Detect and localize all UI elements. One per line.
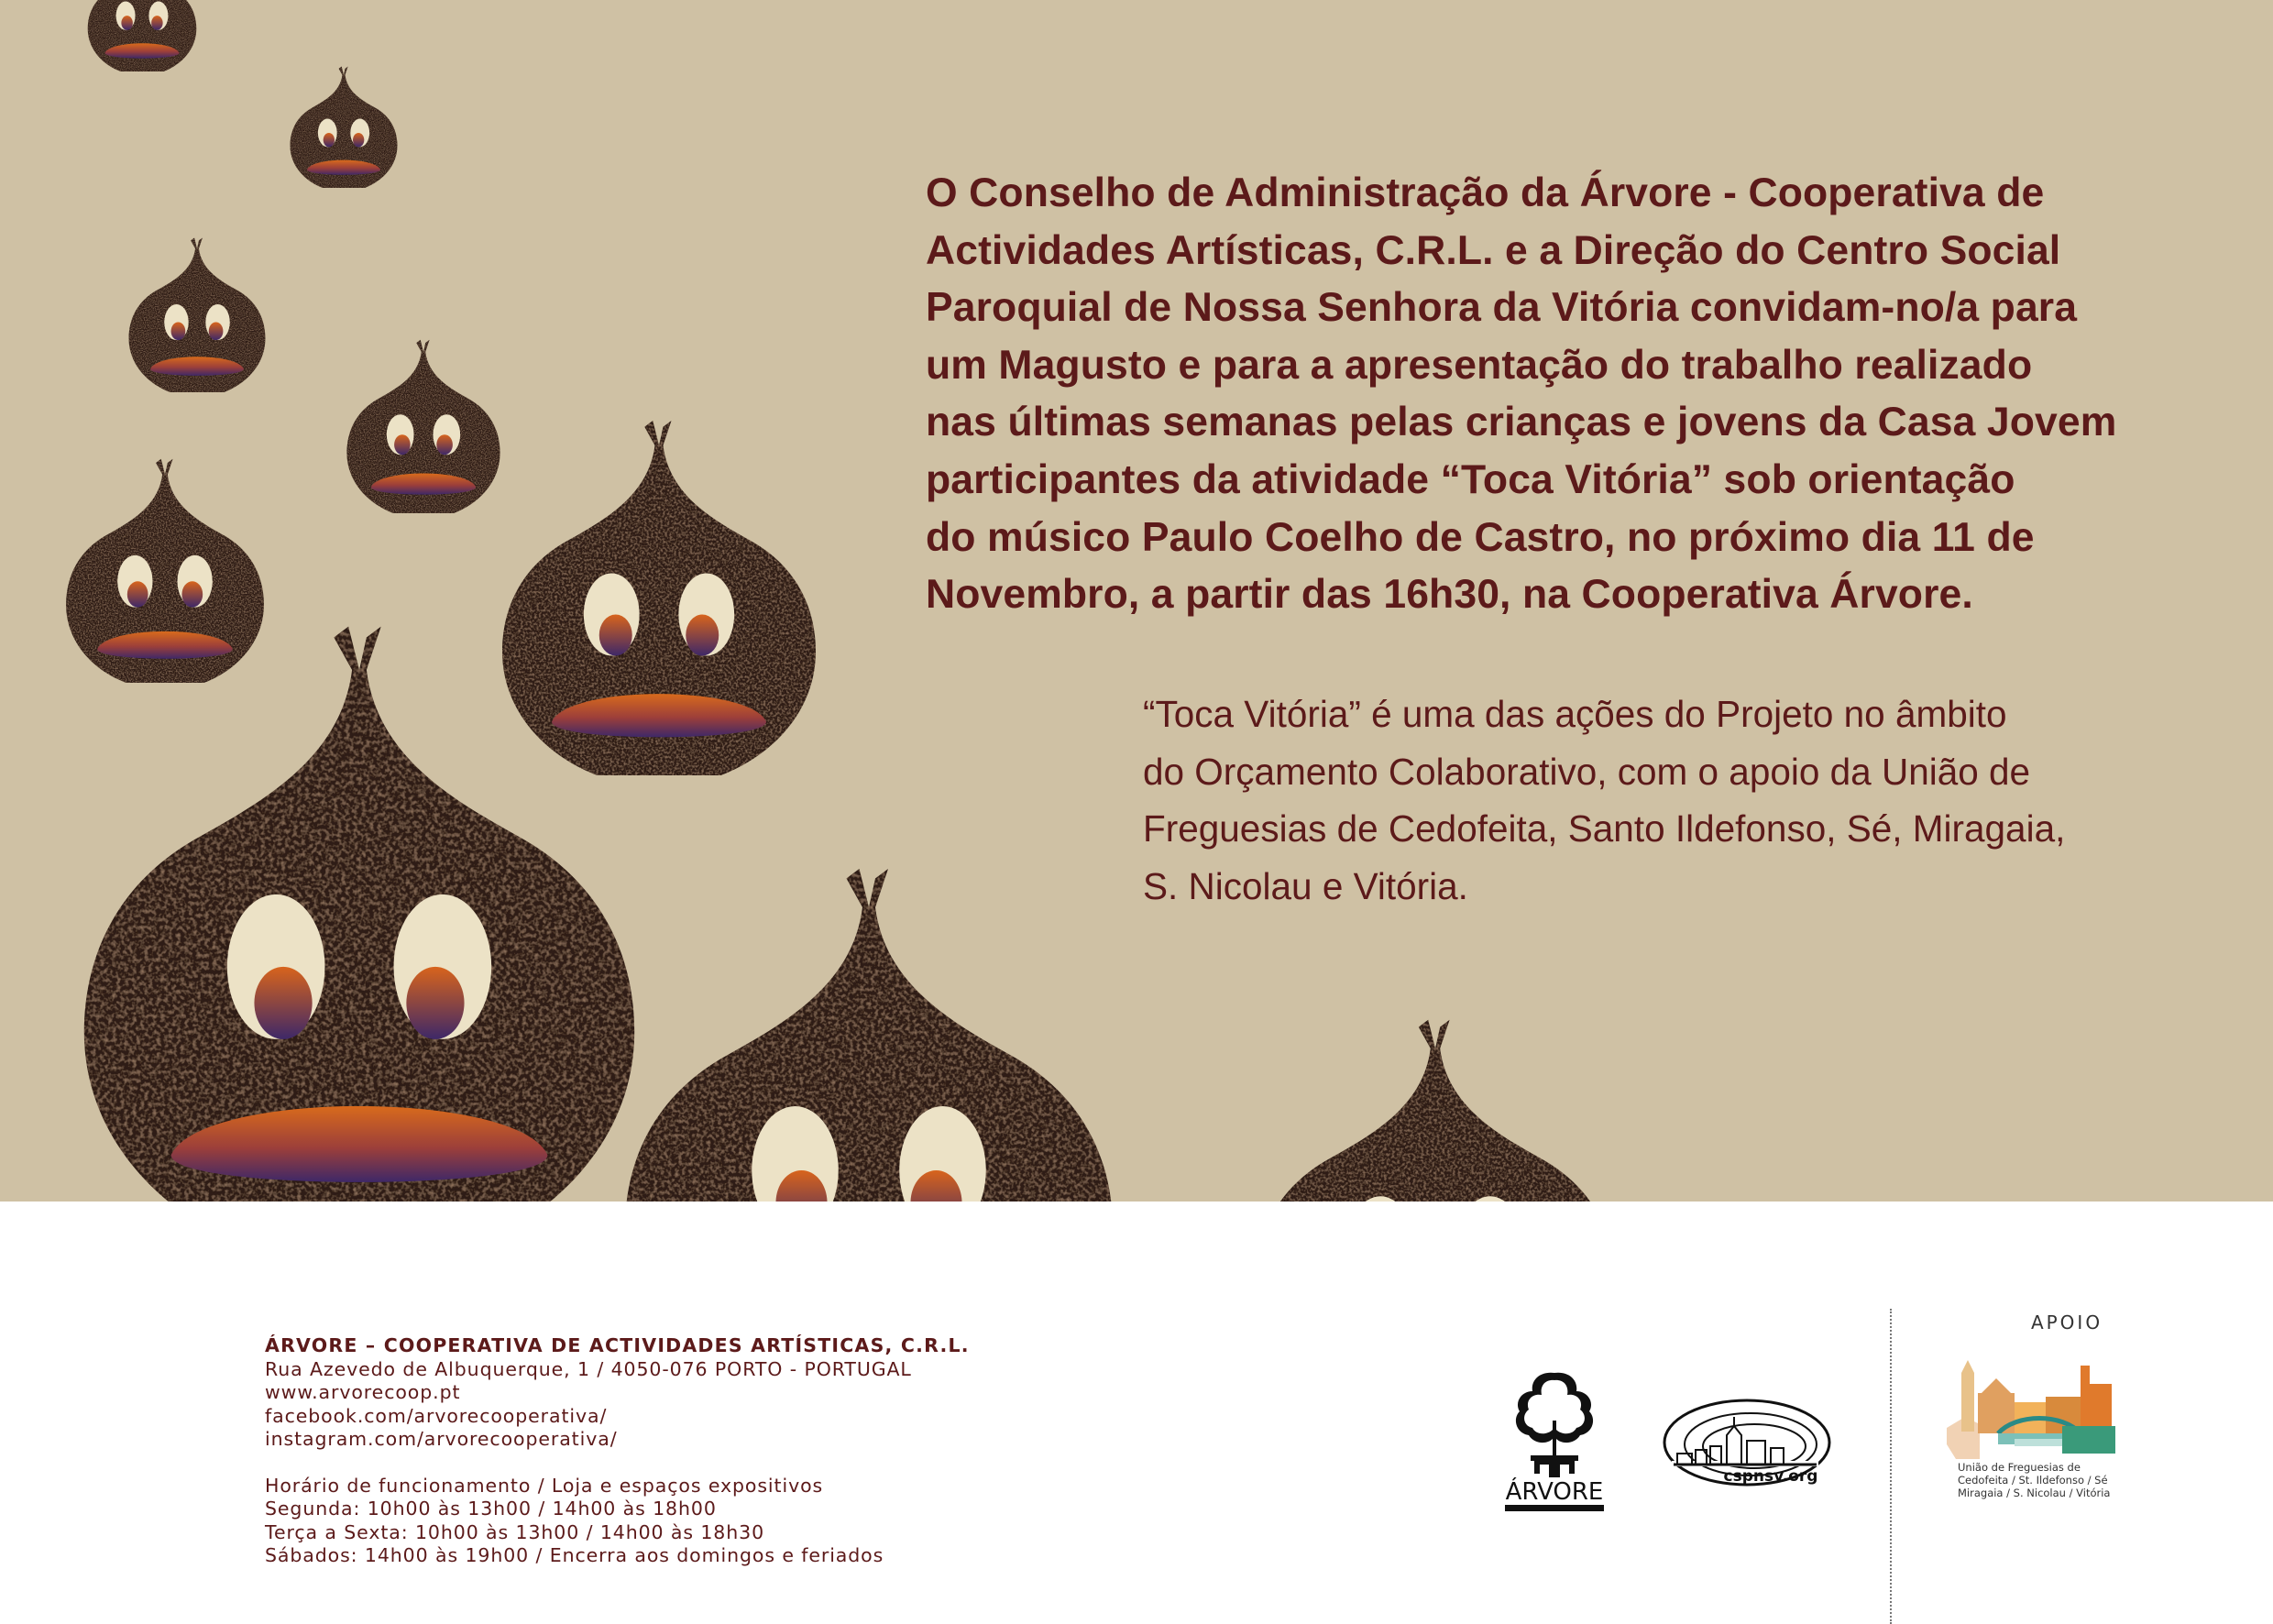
apoio-label: APOIO xyxy=(2030,1311,2103,1333)
uniao-freguesias-caption xyxy=(1958,1461,2141,1499)
invitation-line: participantes da atividade “Toca Vitória” sob orientação xyxy=(926,456,2015,502)
project-note-line: do Orçamento Colaborativo, com o apoio da União de xyxy=(1143,750,2031,793)
uniao-freguesias-logo-icon xyxy=(1943,1356,2126,1463)
hours-line: Sábados: 14h00 às 19h00 / Encerra aos domingos e feriados xyxy=(265,1544,884,1566)
invitation-line: O Conselho de Administração da Árvore - Cooperativa de xyxy=(926,170,2045,215)
project-note xyxy=(1143,686,2243,915)
invitation-line: do músico Paulo Coelho de Castro, no próximo dia 11 de xyxy=(926,514,2035,560)
invitation-line: nas últimas semanas pelas crianças e jovens da Casa Jovem xyxy=(926,400,2117,445)
website-link[interactable]: www.arvorecoop.pt xyxy=(265,1381,461,1403)
cspnsv-logo-icon xyxy=(1655,1389,1835,1499)
uniao-caption-line: Cedofeita / St. Ildefonso / Sé xyxy=(1958,1474,2108,1487)
hours-line: Segunda: 10h00 às 13h00 / 14h00 às 18h00 xyxy=(265,1498,717,1520)
arvore-logo-text: ÁRVORE xyxy=(1505,1478,1604,1506)
invitation-text xyxy=(926,165,2209,624)
project-note-line: Freguesias de Cedofeita, Santo Ildefonso, Sé, Miragaia, xyxy=(1143,807,2066,850)
facebook-link[interactable]: facebook.com/arvorecooperativa/ xyxy=(265,1404,608,1427)
arvore-tree-logo-icon xyxy=(1503,1366,1606,1512)
hours-line: Terça a Sexta: 10h00 às 13h00 / 14h00 às 18h30 xyxy=(265,1520,765,1543)
project-note-line: “Toca Vitória” é uma das ações do Projeto no âmbito xyxy=(1143,693,2007,735)
hours-title: Horário de funcionamento / Loja e espaços expositivos xyxy=(265,1474,824,1497)
uniao-caption-line: União de Freguesias de xyxy=(1958,1461,2081,1474)
invitation-line: Actividades Artísticas, C.R.L. e a Direção do Centro Social xyxy=(926,227,2061,273)
cspnsv-logo-text: cspnsv.org xyxy=(1723,1467,1818,1486)
uniao-caption-line: Miragaia / S. Nicolau / Vitória xyxy=(1958,1487,2111,1499)
footer-contact xyxy=(265,1334,998,1568)
divider xyxy=(1890,1309,1892,1624)
address: Rua Azevedo de Albuquerque, 1 / 4050-076 PORTO - PORTUGAL xyxy=(265,1357,912,1380)
project-note-line: S. Nicolau e Vitória. xyxy=(1143,864,1468,907)
invitation-line: Novembro, a partir das 16h30, na Cooperativa Árvore. xyxy=(926,572,1973,618)
spacer xyxy=(265,1452,998,1475)
instagram-link[interactable]: instagram.com/arvorecooperativa/ xyxy=(265,1428,618,1450)
invitation-line: um Magusto e para a apresentação do trabalho realizado xyxy=(926,342,2033,388)
chestnut-character-1 xyxy=(88,0,197,71)
org-name: ÁRVORE – COOPERATIVA DE ACTIVIDADES ARTÍSTICAS, C.R.L. xyxy=(265,1334,970,1356)
invitation-line: Paroquial de Nossa Senhora da Vitória convidam-no/a para xyxy=(926,285,2078,331)
